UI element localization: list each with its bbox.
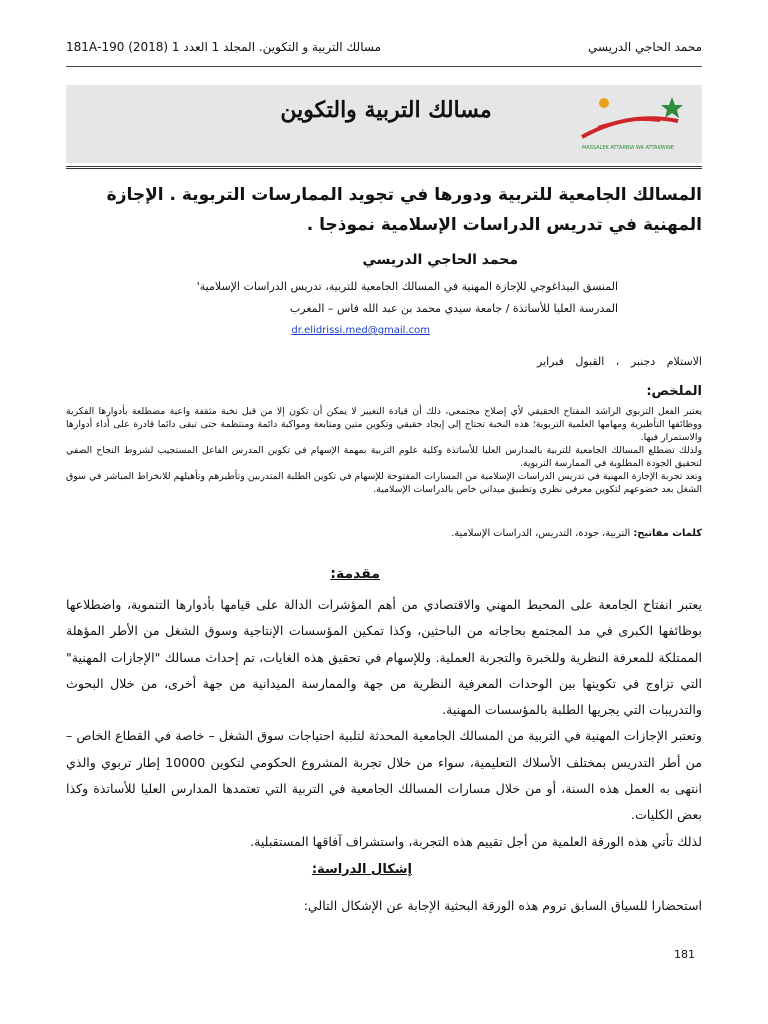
keywords (451, 528, 702, 539)
banner-divider (66, 166, 702, 169)
body-paragraph: يعتبر انفتاح الجامعة على المحيط المهني والاقتصادي من أهم المؤشرات الدالة على قيامها بأدوارها التنموية، واضطلاعها بوظائفها الكبرى في مد المجتمع بحاجاته من الباحثين، وكذا تمكين المؤسسات الإنتاجية وسوق الشغل من الأطر المؤهلة الممتلكة للمعرفة النظرية وللخبرة والتجربة العملية. وللإسهام في تحقيق هذه الغايات، تم إحداث مسالك "الإجازات المهنية" التي تزاوج في تكوينها بين الوحدات المعرفية النظرية من جهة والممارسة الميدانية من جهة أخرى، من خلال البحوث والتدريبات التي يجريها الطلبة بالمؤسسات المهنية. (66, 597, 702, 718)
header-author: محمد الحاجي الدريسي (588, 40, 702, 54)
abstract-heading: الملخص: (646, 384, 702, 399)
header-journal: مسالك التربية و التكوين. المجلد 1 العدد 1 (2018) 190-181A (66, 40, 381, 54)
keywords-label: كلمات مفاتيح: (633, 528, 702, 539)
problem-text: استحضارا للسياق السابق تروم هذه الورقة البحثية الإجابة عن الإشكال التالي: (303, 898, 702, 913)
banner-title: مسالك التربية والتكوين (280, 97, 492, 123)
page-number: 181 (674, 948, 695, 961)
author-email-link[interactable]: dr.elidrissi.med@gmail.com (291, 325, 430, 336)
article-author: محمد الحاجي الدريسي (362, 252, 518, 268)
introduction-body (66, 592, 702, 855)
header-divider (66, 66, 702, 67)
journal-banner (66, 85, 702, 163)
submission-dates (537, 355, 702, 368)
abstract-paragraph: وتعد تجربة الإجازة المهنية في تدريس الدراسات الإسلامية من المسارات المفتوحة للإسهام في تكوين الطلبة المتدربين وتأطيرهم وتأهيلهم للانخراط المباشر في سوق الشغل بعد خضوعهم لتكوين معرفي نظري وتطبيق ميداني خاص بالدراسات الإسلامية. (66, 471, 702, 495)
article-title: المسالك الجامعية للتربية ودورها في تجويد الممارسات التربوية . الإجازة المهنية في تدريس الدراسات الإسلامية نموذجا . (106, 185, 702, 235)
problem-heading: إشكال الدراسة: (311, 862, 412, 877)
introduction-heading: مقدمة: (330, 566, 380, 582)
accepted-date: ، القبول فبراير (537, 355, 620, 368)
abstract-paragraph: يعتبر الفعل التربوي الراشد المفتاح الحقيقي لأي إصلاح مجتمعي، ذلك أن قيادة التغيير لا يمكن أن تكون إلا من قبل نخبة مثقفة واعية مضطلعة بأدوارها الفكرية ووظائفها التأطيرية ومهامها العلمية التربوية؛ هذه النخبة تحتاج إلى إيجاد حقيقي وتكوين متين ومتابعة ومواكبة دائمة ومنتظمة حتى تبقى دائما قادرة على أداء أدوارها والاستمرار فيها. (66, 406, 702, 443)
author-affiliation-1: المنسق البيداغوجي للإجازة المهنية في المسالك الجامعية للتربية، تدريس الدراسات الإسلامية' (196, 280, 618, 293)
keywords-list: التربية، جودة، التدريس، الدراسات الإسلامية. (451, 528, 631, 539)
abstract-body (66, 405, 702, 496)
body-paragraph: وتعتبر الإجازات المهنية في التربية من المسالك الجامعية المحدثة لتلبية احتياجات سوق الشغل – خاصة في القطاع الخاص – من أطر التدريس بمختلف الأسلاك التعليمية، سواء من خلال تجربة المشروع الحكومي لتكوين 10000 إطار تربوي والذي انتهى به العمل هذه السنة، أو من خلال مسارات المسالك الجامعية في التربية التي تعتمدها المدارس العليا للأساتذة وكذا بعض الكليات. (66, 728, 702, 823)
abstract-paragraph: ولذلك تضطلع المسالك الجامعية للتربية بالمدارس العليا للأساتذة وكلية علوم التربية بمهمة الإسهام في تكوين المدرس الفاعل المستجيب لشروط النجاح الصفي لتحقيق الجودة المطلوبة في الممارسة التربوية. (66, 445, 702, 469)
received-date: الاستلام دجنبر (630, 355, 702, 368)
author-affiliation-2: المدرسة العليا للأساتذة / جامعة سيدي محمد بن عبد الله فاس – المغرب (289, 302, 618, 315)
body-paragraph: لذلك تأتي هذه الورقة العلمية من أجل تقييم هذه التجربة، واستشراف آفاقها المستقبلية. (250, 833, 702, 849)
journal-logo-icon (568, 91, 688, 157)
logo-caption: MASSALEK ATTARBIA WA ATTAKWINE (581, 145, 675, 151)
